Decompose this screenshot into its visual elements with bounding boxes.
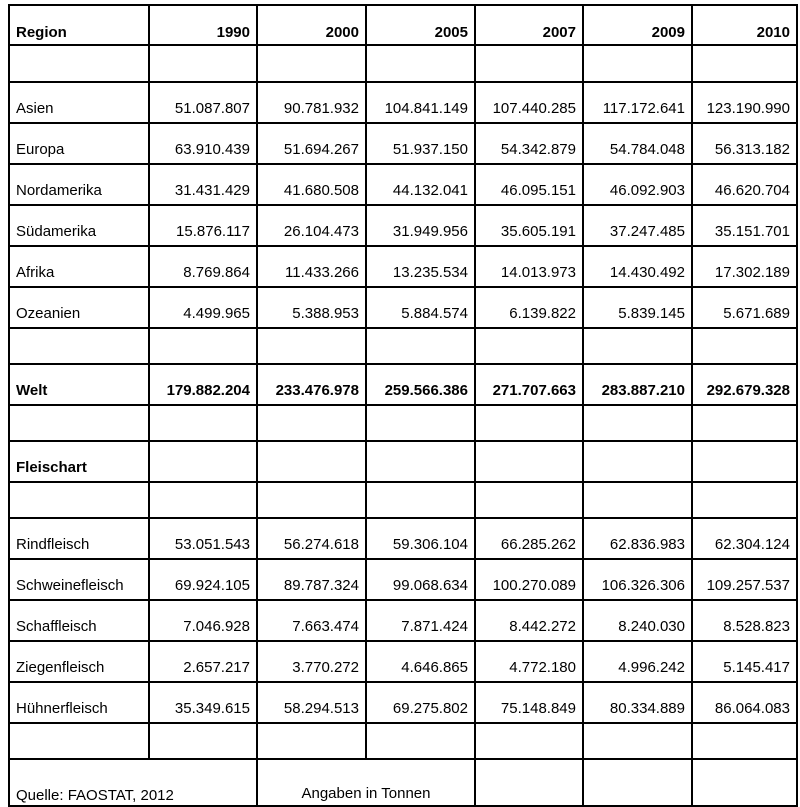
data-cell: 69.275.802 (366, 682, 475, 723)
header-year: 1990 (149, 5, 257, 45)
data-cell: 31.949.956 (366, 205, 475, 246)
data-cell: 66.285.262 (475, 518, 583, 559)
header-year: 2005 (366, 5, 475, 45)
table-row-region (9, 287, 797, 328)
data-cell: 104.841.149 (366, 82, 475, 123)
data-cell: 58.294.513 (257, 682, 366, 723)
data-cell: 99.068.634 (366, 559, 475, 600)
table-row-world-total (9, 364, 797, 405)
table-row-meat (9, 641, 797, 682)
data-cell: 7.046.928 (149, 600, 257, 641)
table-row-region (9, 246, 797, 287)
footer-row (9, 759, 797, 806)
total-cell: 259.566.386 (366, 364, 475, 405)
world-label: Welt (9, 364, 149, 405)
data-cell: 117.172.641 (583, 82, 692, 123)
data-cell: 46.092.903 (583, 164, 692, 205)
empty-row (9, 405, 797, 441)
data-cell: 8.442.272 (475, 600, 583, 641)
region-name: Südamerika (9, 205, 149, 246)
section-label: Fleischart (9, 441, 149, 482)
data-cell: 35.605.191 (475, 205, 583, 246)
data-cell: 51.087.807 (149, 82, 257, 123)
data-cell: 2.657.217 (149, 641, 257, 682)
data-cell: 56.274.618 (257, 518, 366, 559)
data-cell: 13.235.534 (366, 246, 475, 287)
data-cell: 35.151.701 (692, 205, 797, 246)
data-cell: 123.190.990 (692, 82, 797, 123)
region-name: Nordamerika (9, 164, 149, 205)
data-cell: 89.787.324 (257, 559, 366, 600)
table-row-meat (9, 518, 797, 559)
data-cell: 46.095.151 (475, 164, 583, 205)
region-name: Afrika (9, 246, 149, 287)
data-cell: 107.440.285 (475, 82, 583, 123)
data-cell: 63.910.439 (149, 123, 257, 164)
data-cell: 86.064.083 (692, 682, 797, 723)
data-cell: 26.104.473 (257, 205, 366, 246)
empty-row (9, 723, 797, 759)
total-cell: 292.679.328 (692, 364, 797, 405)
empty-row (9, 45, 797, 82)
data-cell: 56.313.182 (692, 123, 797, 164)
data-cell: 5.839.145 (583, 287, 692, 328)
data-cell: 46.620.704 (692, 164, 797, 205)
region-name: Asien (9, 82, 149, 123)
data-cell: 4.996.242 (583, 641, 692, 682)
region-name: Ozeanien (9, 287, 149, 328)
total-cell: 233.476.978 (257, 364, 366, 405)
meat-production-table (8, 4, 798, 807)
empty-row (9, 328, 797, 364)
meat-name: Schweinefleisch (9, 559, 149, 600)
data-cell: 54.342.879 (475, 123, 583, 164)
data-cell: 44.132.041 (366, 164, 475, 205)
data-cell: 62.304.124 (692, 518, 797, 559)
meat-name: Hühnerfleisch (9, 682, 149, 723)
total-cell: 271.707.663 (475, 364, 583, 405)
data-cell: 100.270.089 (475, 559, 583, 600)
data-cell: 5.671.689 (692, 287, 797, 328)
data-cell: 51.694.267 (257, 123, 366, 164)
table-row-meat (9, 600, 797, 641)
table-row-region (9, 82, 797, 123)
data-cell: 53.051.543 (149, 518, 257, 559)
source-note: Quelle: FAOSTAT, 2012 (9, 759, 257, 806)
data-cell: 35.349.615 (149, 682, 257, 723)
region-name: Europa (9, 123, 149, 164)
data-cell: 14.430.492 (583, 246, 692, 287)
data-cell: 106.326.306 (583, 559, 692, 600)
data-cell: 75.148.849 (475, 682, 583, 723)
header-year: 2000 (257, 5, 366, 45)
section-header-row (9, 441, 797, 482)
unit-note: Angaben in Tonnen (257, 759, 475, 806)
data-cell: 51.937.150 (366, 123, 475, 164)
data-cell: 5.388.953 (257, 287, 366, 328)
total-cell: 179.882.204 (149, 364, 257, 405)
data-cell: 90.781.932 (257, 82, 366, 123)
table-row-region (9, 123, 797, 164)
header-year: 2010 (692, 5, 797, 45)
data-cell: 3.770.272 (257, 641, 366, 682)
total-cell: 283.887.210 (583, 364, 692, 405)
data-cell: 59.306.104 (366, 518, 475, 559)
header-year: 2009 (583, 5, 692, 45)
meat-name: Schaffleisch (9, 600, 149, 641)
data-cell: 5.884.574 (366, 287, 475, 328)
data-cell: 11.433.266 (257, 246, 366, 287)
data-cell: 69.924.105 (149, 559, 257, 600)
header-region: Region (9, 5, 149, 45)
data-cell: 4.772.180 (475, 641, 583, 682)
data-cell: 8.769.864 (149, 246, 257, 287)
header-row (9, 5, 797, 45)
table-row-meat (9, 559, 797, 600)
data-cell: 80.334.889 (583, 682, 692, 723)
data-cell: 5.145.417 (692, 641, 797, 682)
meat-name: Ziegenfleisch (9, 641, 149, 682)
data-cell: 6.139.822 (475, 287, 583, 328)
data-cell: 14.013.973 (475, 246, 583, 287)
data-cell: 15.876.117 (149, 205, 257, 246)
data-cell: 4.646.865 (366, 641, 475, 682)
data-cell: 4.499.965 (149, 287, 257, 328)
data-cell: 31.431.429 (149, 164, 257, 205)
data-cell: 8.240.030 (583, 600, 692, 641)
data-cell: 62.836.983 (583, 518, 692, 559)
table-row-region (9, 164, 797, 205)
data-cell: 17.302.189 (692, 246, 797, 287)
empty-row (9, 482, 797, 518)
data-cell: 7.663.474 (257, 600, 366, 641)
data-cell: 8.528.823 (692, 600, 797, 641)
data-cell: 109.257.537 (692, 559, 797, 600)
meat-name: Rindfleisch (9, 518, 149, 559)
data-cell: 37.247.485 (583, 205, 692, 246)
header-year: 2007 (475, 5, 583, 45)
data-cell: 41.680.508 (257, 164, 366, 205)
table-row-region (9, 205, 797, 246)
table-row-meat (9, 682, 797, 723)
data-cell: 7.871.424 (366, 600, 475, 641)
data-cell: 54.784.048 (583, 123, 692, 164)
